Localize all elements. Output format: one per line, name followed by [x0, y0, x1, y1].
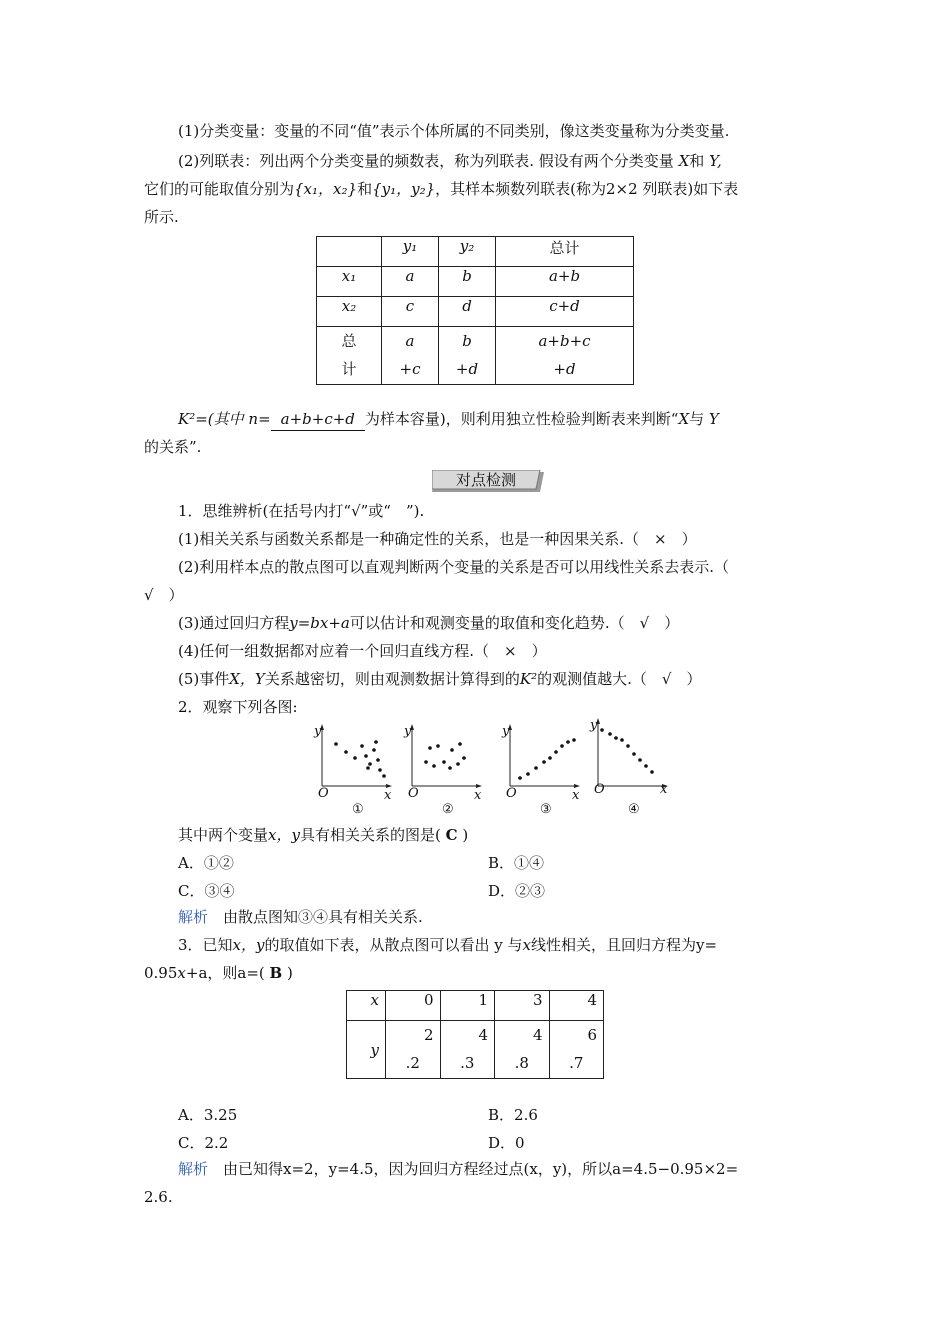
data-point [626, 744, 630, 748]
plot-label-1: ① [352, 802, 364, 817]
k2-formula-line [178, 408, 719, 431]
table-cell [440, 1021, 495, 1079]
cell-bottom: .3 [460, 1054, 475, 1072]
q2-option-d: D．②③ [488, 882, 546, 900]
text: 可以估计和观测变量的取值和变化趋势.（ √ ） [349, 614, 680, 632]
analysis-label: 解析 [178, 908, 209, 926]
data-point [566, 740, 570, 744]
q1-statement-1: (1)相关关系与函数关系都是一种确定性的关系，也是一种因果关系.（ × ） [178, 530, 697, 548]
data-point [534, 766, 538, 770]
q3-title [178, 934, 717, 956]
q2-title: 2．观察下列各图: [178, 698, 298, 716]
table-cell: y₁ [382, 237, 439, 267]
cell-top: 4 [532, 1026, 543, 1044]
answer: C [445, 826, 458, 844]
table-cell: x₂ [317, 297, 382, 327]
data-point [353, 756, 357, 760]
q1-statement-3 [178, 612, 679, 634]
data-point [518, 776, 522, 780]
var-X: X [678, 410, 690, 428]
text: K²=(其中 [178, 410, 249, 428]
paragraph-categorical-variable: (1)分类变量：变量的不同“值”表示个体所属的不同类别，像这类变量称为分类变量. [178, 122, 730, 140]
text: 和 [357, 180, 373, 198]
origin-label: O [594, 782, 605, 797]
paragraph-line [144, 178, 738, 200]
data-point [436, 744, 440, 748]
table-cell: 1 [440, 991, 495, 1021]
data-point [632, 752, 636, 756]
text: 线性相关，且回归方程为y= [530, 936, 718, 954]
data-point [334, 742, 338, 746]
data-point [372, 748, 376, 752]
q1-title: 1．思维辨析(在括号内打“√”或“ ”). [178, 502, 425, 520]
data-point [360, 744, 364, 748]
data-point [614, 736, 618, 740]
table-cell: x [347, 991, 386, 1021]
axis-label-x: x [474, 788, 482, 803]
data-point [442, 760, 446, 764]
cell-top: 总 [341, 332, 357, 350]
table-cell: c [382, 297, 439, 327]
axis-label-x: x [384, 788, 392, 803]
text: 它们的可能取值分别为 [144, 180, 295, 198]
data-point [572, 738, 576, 742]
data-point [462, 756, 466, 760]
table-cell: 4 [549, 991, 604, 1021]
table-cell: d [439, 297, 496, 327]
axis-label-y: y [590, 718, 598, 733]
axis-label-x: x [572, 788, 580, 803]
analysis-text: 由已知得x=2，y=4.5，因为回归方程经过点(x，y)，所以a=4.5−0.95×2= [223, 1160, 739, 1178]
vars: x，y [232, 936, 265, 954]
table-cell [382, 327, 439, 385]
analysis-label: 解析 [178, 1160, 209, 1178]
scatter-points [600, 728, 654, 774]
q3-analysis [178, 1158, 738, 1180]
scatter-points [334, 740, 386, 778]
scatter-points [518, 738, 576, 780]
table-cell [317, 327, 382, 385]
set-x: {x₁，x₂} [294, 180, 358, 198]
text: 3．已知 [178, 936, 233, 954]
q3-option-c: C．2.2 [178, 1134, 229, 1152]
text: ) [287, 964, 293, 982]
data-point [548, 756, 552, 760]
contingency-table [316, 236, 634, 385]
axis-label-x: x [660, 782, 668, 797]
text: 关系越密切，则由观测数据计算得到的 [264, 670, 520, 688]
cell-bottom: 计 [341, 360, 357, 378]
data-point [620, 738, 624, 742]
axis-label-y: y [502, 724, 510, 739]
q3-analysis-cont: 2.6. [144, 1188, 173, 1206]
banner-text: 对点检测 [455, 471, 517, 489]
table-cell [549, 1021, 604, 1079]
answer: B [269, 964, 283, 982]
q2-analysis [178, 906, 423, 928]
var-x: x [522, 936, 531, 954]
data-point [424, 760, 428, 764]
data-point [364, 754, 368, 758]
data-point [366, 766, 370, 770]
paragraph-line: 所示. [144, 208, 179, 226]
table-cell: x₁ [317, 267, 382, 297]
table-cell: y [347, 1021, 386, 1079]
data-point [600, 728, 604, 732]
data-point [450, 748, 454, 752]
data-point [432, 764, 436, 768]
text: (3)通过回归方程 [178, 614, 290, 632]
cell-bottom: +c [399, 360, 421, 378]
paragraph-line: 的关系”. [144, 438, 202, 456]
data-point [526, 772, 530, 776]
table-cell: b [439, 267, 496, 297]
plot-label-2: ② [442, 802, 454, 817]
text: 和 [689, 152, 705, 170]
text: 具有相关关系的图是( [299, 826, 441, 844]
q2-option-c: C．③④ [178, 882, 235, 900]
text: 为样本容量)，则利用独立性检验判断表来判断“ [364, 410, 679, 428]
q1-statement-5 [178, 668, 701, 690]
cell-bottom: .8 [514, 1054, 529, 1072]
plot-label-3: ③ [540, 802, 552, 817]
cell-top: 4 [478, 1026, 488, 1044]
q3-option-d: D．0 [488, 1134, 525, 1152]
k2: K² [519, 670, 538, 688]
q3-title-cont [144, 962, 293, 984]
data-point [554, 750, 558, 754]
text: ) [462, 826, 469, 844]
table-cell [386, 1021, 441, 1079]
table-cell [317, 237, 382, 267]
equation: y=bx+a [289, 614, 350, 632]
cell-bottom: +d [455, 360, 479, 378]
var-Y: Y [708, 410, 719, 428]
text: 与 [689, 410, 709, 428]
data-point [608, 732, 612, 736]
data-point [378, 768, 382, 772]
scatter-points [424, 742, 466, 770]
table-cell: 0 [386, 991, 441, 1021]
cell-top: a [405, 332, 415, 350]
text: (2)列联表：列出两个分类变量的频数表，称为列联表. 假设有两个分类变量 [178, 152, 674, 170]
set-y: {y₁，y₂} [372, 180, 436, 198]
table-cell [439, 327, 496, 385]
q2-option-b: B．①④ [488, 854, 545, 872]
data-point [650, 770, 654, 774]
cell-top: a+b+c [538, 332, 591, 350]
plot-label-4: ④ [628, 802, 640, 817]
data-point [560, 744, 564, 748]
data-point [368, 762, 372, 766]
origin-label: O [408, 786, 419, 801]
axis-label-y: y [404, 724, 412, 739]
q3-option-b: B．2.6 [488, 1106, 538, 1124]
cell-top: b [462, 332, 472, 350]
q2-stem [178, 824, 468, 846]
data-point [638, 758, 642, 762]
data-point [448, 766, 452, 770]
data-point [428, 746, 432, 750]
q2-option-a: A．①② [178, 854, 234, 872]
q3-option-a: A．3.25 [178, 1106, 238, 1124]
var-Y: Y, [709, 152, 722, 170]
vars: X，Y [229, 670, 265, 688]
q1-statement-2: (2)利用样本点的散点图可以直观判断两个变量的关系是否可以用线性关系去表示.（ [178, 558, 730, 576]
table-cell: 3 [495, 991, 550, 1021]
vars: x，y [268, 826, 300, 844]
text: n= [248, 410, 271, 428]
var-x: x [177, 964, 186, 982]
origin-label: O [506, 786, 517, 801]
analysis-text: 由散点图知③④具有相关关系. [223, 908, 423, 926]
table-cell: y₂ [439, 237, 496, 267]
data-point [376, 758, 380, 762]
paragraph-contingency-table [178, 150, 722, 172]
data-point [458, 742, 462, 746]
q1-statement-4: (4)任何一组数据都对应着一个回归直线方程.（ × ） [178, 642, 547, 660]
section-banner [432, 470, 544, 492]
origin-label: O [318, 786, 329, 801]
text: (5)事件 [178, 670, 230, 688]
text: 的取值如下表，从散点图可以看出 y 与 [264, 936, 523, 954]
var-X: X [678, 152, 690, 170]
cell-top: 6 [587, 1026, 597, 1044]
table-cell: c+d [496, 297, 634, 327]
table-cell [495, 1021, 550, 1079]
cell-bottom: +d [553, 360, 576, 378]
text: 其中两个变量 [178, 826, 269, 844]
cell-bottom: .2 [405, 1054, 420, 1072]
xy-data-table [346, 990, 604, 1079]
cell-bottom: .7 [569, 1054, 584, 1072]
data-point [344, 750, 348, 754]
text: +a，则a=( [185, 964, 265, 982]
axis-label-y: y [314, 724, 322, 739]
text: 0.95 [144, 964, 178, 982]
table-cell: 总计 [496, 237, 634, 267]
blank-fill: a+b+c+d [271, 408, 365, 431]
data-point [456, 762, 460, 766]
data-point [382, 774, 386, 778]
table-cell [496, 327, 634, 385]
data-point [644, 764, 648, 768]
cell-top: 2 [423, 1026, 434, 1044]
text: ，其样本频数列联表(称为2×2 列联表)如下表 [435, 180, 739, 198]
data-point [374, 740, 378, 744]
table-cell: a [382, 267, 439, 297]
q1-statement-2-cont: √ ） [144, 586, 184, 604]
text: 的观测值越大.（ √ ） [537, 670, 702, 688]
data-point [542, 760, 546, 764]
table-cell: a+b [496, 267, 634, 297]
